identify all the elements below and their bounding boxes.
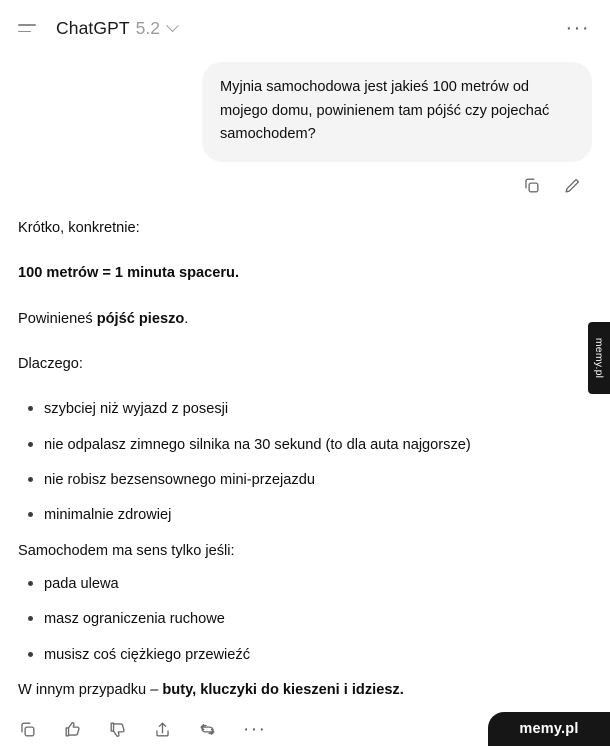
hamburger-menu-icon[interactable] [18,21,38,35]
watermark-side-text: memy.pl [593,337,606,379]
watermark-bottom-text: memy.pl [519,721,579,737]
user-message-actions [18,162,592,203]
car-heading: Samochodem ma sens tylko jeśli: [18,542,235,559]
why-list [18,398,592,527]
recommendation-bold: pójść pieszo [96,310,185,327]
edit-icon[interactable] [563,176,582,195]
brand-name: ChatGPT [56,17,130,38]
copy-icon[interactable] [18,720,37,739]
model-selector[interactable] [56,18,177,39]
thumbs-down-icon[interactable] [108,720,127,739]
closing-bold: buty, kluczyki do kieszeni i idziesz. [162,682,404,699]
list-item: nie odpalasz zimnego silnika na 30 sekund (to dla auta najgorsze) [44,434,592,457]
assistant-recommendation [18,308,592,331]
header-right-actions [564,17,592,39]
watermark-bottom [488,712,610,746]
copy-icon[interactable] [522,176,541,195]
assistant-intro: Krótko, konkretnie: [18,219,140,236]
thumbs-up-icon[interactable] [63,720,82,739]
chevron-down-icon[interactable] [166,19,179,32]
conversation [0,56,610,702]
why-heading: Dlaczego: [18,355,83,372]
watermark-side [588,322,610,394]
recommendation-prefix: Powinieneś [18,310,97,327]
list-item: szybciej niż wyjazd z posesji [44,398,592,421]
more-options-icon[interactable]: ··· [565,17,590,39]
list-item: masz ograniczenia ruchowe [44,608,592,631]
closing-prefix: W innym przypadku – [18,682,163,699]
user-message-row [18,62,592,162]
regenerate-icon[interactable] [198,720,217,739]
share-icon[interactable] [153,720,172,739]
list-item: musisz coś ciężkiego przewieźć [44,644,592,667]
list-item: minimalnie zdrowiej [44,504,592,527]
more-options-icon[interactable]: ··· [243,718,267,740]
assistant-message [18,203,592,702]
list-item: pada ulewa [44,573,592,596]
assistant-closing [18,679,592,702]
user-message-bubble: Myjnia samochodowa jest jakieś 100 metrów od mojego domu, powinienem tam pójść czy pojechać samochodem? [202,62,592,162]
list-item: nie robisz bezsensownego mini-przejazdu [44,469,592,492]
recommendation-suffix: . [184,310,189,327]
assistant-fact-text: 100 metrów = 1 minuta spaceru. [18,265,240,282]
assistant-fact [18,262,592,285]
car-list [18,573,592,667]
model-version: 5.2 [135,17,160,38]
app-header [0,0,610,56]
